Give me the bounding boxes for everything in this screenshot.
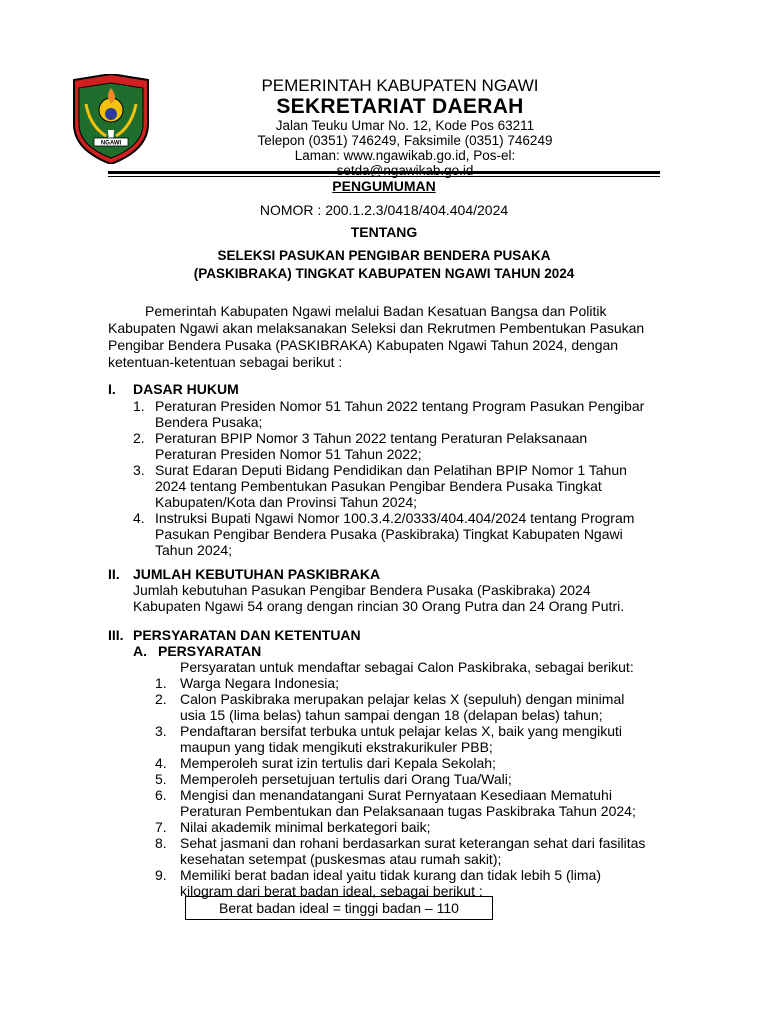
list-item-line: 2024 tentang Pembentukan Pasukan Pengibar Bendera Pusaka Tingkat bbox=[155, 478, 602, 494]
subject-line-2: (PASKIBRAKA) TINGKAT KABUPATEN NGAWI TAHUN 2024 bbox=[193, 266, 575, 281]
subsection-a-heading: PERSYARATAN bbox=[158, 643, 262, 659]
list-number: 6. bbox=[155, 787, 167, 803]
list-number: 4. bbox=[133, 510, 145, 526]
office-address: Jalan Teuku Umar No. 12, Kode Pos 63211 bbox=[275, 118, 535, 133]
list-item-line: Peraturan Presiden Nomor 51 Tahun 2022 tentang Program Pasukan Pengibar bbox=[155, 398, 645, 414]
list-item-line: Surat Edaran Deputi Bidang Pendidikan dan Pelatihan BPIP Nomor 1 Tahun bbox=[155, 462, 627, 478]
section-1-heading: DASAR HUKUM bbox=[133, 381, 239, 397]
ngawi-regency-emblem-icon bbox=[70, 74, 152, 164]
list-item-line: maupun yang tidak mengikuti ekstrakurikuler PBB; bbox=[180, 739, 493, 755]
list-item-line: Warga Negara Indonesia; bbox=[180, 675, 340, 691]
list-number: 3. bbox=[155, 723, 167, 739]
requirements-intro: Persyaratan untuk mendaftar sebagai Calon Paskibraka, sebagai berikut: bbox=[180, 659, 634, 675]
list-item-line: Calon Paskibraka merupakan pelajar kelas X (sepuluh) dengan minimal bbox=[180, 691, 625, 707]
list-item-line: Memperoleh surat izin tertulis dari Kepala Sekolah; bbox=[180, 755, 496, 771]
section-3-numeral: III. bbox=[108, 627, 124, 643]
subject-line-1: SELEKSI PASUKAN PENGIBAR BENDERA PUSAKA bbox=[217, 248, 551, 263]
list-number: 2. bbox=[133, 430, 145, 446]
list-number: 1. bbox=[133, 398, 145, 414]
intro-line: ketentuan-ketentuan sebagai berikut : bbox=[108, 354, 343, 370]
list-number: 2. bbox=[155, 691, 167, 707]
section-2-line: Jumlah kebutuhan Pasukan Pengibar Bendera Pusaka (Paskibraka) 2024 bbox=[133, 582, 591, 598]
list-item-line: Instruksi Bupati Ngawi Nomor 100.3.4.2/0333/404.404/2024 tentang Program bbox=[155, 510, 635, 526]
announcement-number: NOMOR : 200.1.2.3/0418/404.404/2024 bbox=[259, 202, 509, 218]
section-2-line: Kabupaten Ngawi 54 orang dengan rincian 30 Orang Putra dan 24 Orang Putri. bbox=[133, 598, 625, 614]
announcement-title: PENGUMUMAN bbox=[332, 178, 436, 194]
list-item-line: Peraturan Pembentukan dan Pelaksanaan tugas Paskibraka Tahun 2024; bbox=[180, 803, 636, 819]
ideal-weight-formula: Berat badan ideal = tinggi badan – 110 bbox=[185, 896, 493, 920]
list-number: 1. bbox=[155, 675, 167, 691]
office-phone: Telepon (0351) 746249, Faksimile (0351) 746249 bbox=[257, 133, 553, 148]
intro-line: Kabupaten Ngawi akan melaksanakan Seleksi dan Rekrutmen Pembentukan Pasukan bbox=[108, 320, 645, 336]
list-item-line: Peraturan Presiden Nomor 51 Tahun 2022; bbox=[155, 446, 422, 462]
list-item-line: kilogram dari berat badan ideal, sebagai berikut : bbox=[180, 883, 483, 899]
list-number: 9. bbox=[155, 867, 167, 883]
list-number: 8. bbox=[155, 835, 167, 851]
subsection-a-letter: A. bbox=[133, 643, 147, 659]
list-item-line: Mengisi dan menandatangani Surat Pernyataan Kesediaan Mematuhi bbox=[180, 787, 612, 803]
section-3-heading: PERSYARATAN DAN KETENTUAN bbox=[133, 627, 361, 643]
list-item-line: Pasukan Pengibar Bendera Pusaka (Paskibraka) Tingkat Kabupaten Ngawi bbox=[155, 526, 623, 542]
list-item-line: Pendaftaran bersifat terbuka untuk pelajar kelas X, baik yang mengikuti bbox=[180, 723, 623, 739]
header-divider-thin bbox=[108, 176, 660, 177]
list-item-line: Kabupaten/Kota dan Provinsi Tahun 2024; bbox=[155, 494, 418, 510]
announcement-about: TENTANG bbox=[350, 224, 418, 240]
section-2-heading: JUMLAH KEBUTUHAN PASKIBRAKA bbox=[133, 566, 381, 582]
list-number: 3. bbox=[133, 462, 145, 478]
section-1-numeral: I. bbox=[108, 381, 116, 397]
office-web: Laman: www.ngawikab.go.id, Pos-el: setda@ngawikab.go.id bbox=[294, 148, 516, 178]
list-item-line: Tahun 2024; bbox=[155, 542, 233, 558]
list-item-line: Bendera Pusaka; bbox=[155, 414, 263, 430]
list-item-line: Sehat jasmani dan rohani berdasarkan surat keterangan sehat dari fasilitas bbox=[180, 835, 646, 851]
header-divider-thick bbox=[108, 171, 660, 174]
list-item-line: Memperoleh persetujuan tertulis dari Orang Tua/Wali; bbox=[180, 771, 512, 787]
intro-line: Pemerintah Kabupaten Ngawi melalui Badan Kesatuan Bangsa dan Politik bbox=[145, 303, 607, 319]
letterhead bbox=[0, 70, 768, 178]
intro-line: Pengibar Bendera Pusaka (PASKIBRAKA) Kabupaten Ngawi Tahun 2024, dengan bbox=[108, 337, 619, 353]
list-item-line: Nilai akademik minimal berkategori baik; bbox=[180, 819, 431, 835]
list-number: 7. bbox=[155, 819, 167, 835]
emblem-ribbon-text: NGAWI bbox=[100, 140, 122, 147]
government-name: PEMERINTAH KABUPATEN NGAWI bbox=[261, 76, 539, 95]
section-2-numeral: II. bbox=[108, 566, 120, 582]
list-item-line: kesehatan setempat (puskesmas atau rumah sakit); bbox=[180, 851, 502, 867]
list-number: 4. bbox=[155, 755, 167, 771]
list-number: 5. bbox=[155, 771, 167, 787]
list-item-line: usia 15 (lima belas) tahun sampai dengan 18 (delapan belas) tahun; bbox=[180, 707, 603, 723]
list-item-line: Peraturan BPIP Nomor 3 Tahun 2022 tentang Peraturan Pelaksanaan bbox=[155, 430, 588, 446]
office-name: SEKRETARIAT DAERAH bbox=[276, 95, 524, 118]
list-item-line: Memiliki berat badan ideal yaitu tidak kurang dan tidak lebih 5 (lima) bbox=[180, 867, 601, 883]
